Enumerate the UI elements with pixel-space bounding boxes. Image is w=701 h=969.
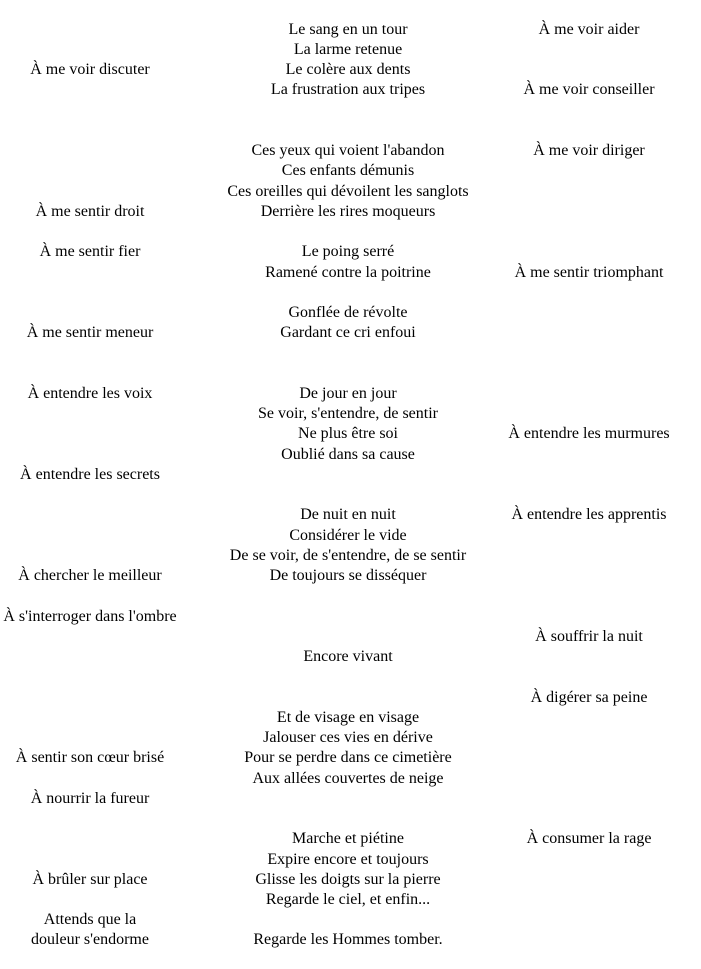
center-line: Marche et piétine: [292, 830, 404, 847]
right-line: À entendre les apprentis: [511, 506, 667, 523]
left-line: Attends que la: [43, 911, 137, 928]
right-line: À me sentir triomphant: [514, 264, 664, 281]
center-line: Ces enfants démunis: [281, 162, 415, 179]
right-line: À entendre les murmures: [508, 425, 670, 442]
center-line: Aux allées couvertes de neige: [252, 770, 444, 787]
center-line: Regarde les Hommes tomber.: [253, 931, 443, 948]
center-line: Jalouser ces vies en dérive: [263, 729, 433, 746]
left-line: À me voir discuter: [30, 61, 150, 78]
left-line: À me sentir fier: [39, 243, 141, 260]
left-line: À chercher le meilleur: [18, 567, 162, 584]
center-line: Et de visage en visage: [276, 709, 420, 726]
center-line: Gonflée de révolte: [288, 304, 408, 321]
center-line: Oublié dans sa cause: [281, 446, 415, 463]
center-line: Derrière les rires moqueurs: [260, 203, 436, 220]
center-line: Glisse les doigts sur la pierre: [255, 871, 441, 888]
center-line: Considérer le vide: [289, 527, 407, 544]
center-line: Le colère aux dents: [285, 61, 411, 78]
right-line: À souffrir la nuit: [535, 628, 643, 645]
left-line: À me sentir meneur: [26, 324, 154, 341]
right-line: À me voir conseiller: [523, 81, 655, 98]
right-line: À consumer la rage: [526, 830, 652, 847]
center-line: Gardant ce cri enfoui: [280, 324, 416, 341]
center-line: Ces oreilles qui dévoilent les sanglots: [227, 183, 469, 200]
center-line: De se voir, de s'entendre, de se sentir: [229, 547, 467, 564]
left-line: À s'interroger dans l'ombre: [3, 608, 177, 625]
center-line: Pour se perdre dans ce cimetière: [244, 749, 452, 766]
center-line: De toujours se disséquer: [269, 567, 427, 584]
left-line: À nourrir la fureur: [30, 790, 150, 807]
center-line: Se voir, s'entendre, de sentir: [258, 405, 438, 422]
right-line: À digérer sa peine: [530, 689, 648, 706]
center-line: Expire encore et toujours: [267, 851, 429, 868]
left-line: À entendre les secrets: [20, 466, 160, 483]
left-line: À sentir son cœur brisé: [15, 749, 165, 766]
center-line: Le poing serré: [301, 243, 395, 260]
center-line: Ne plus être soi: [298, 425, 398, 442]
right-line: À me voir aider: [538, 21, 640, 38]
center-line: De jour en jour: [299, 385, 397, 402]
center-line: Ces yeux qui voient l'abandon: [251, 142, 445, 159]
center-line: Le sang en un tour: [288, 21, 408, 38]
left-line: À entendre les voix: [27, 385, 153, 402]
left-line: À brûler sur place: [32, 871, 148, 888]
center-line: Regarde le ciel, et enfin...: [265, 891, 431, 908]
center-line: Ramené contre la poitrine: [265, 264, 431, 281]
center-line: De nuit en nuit: [300, 506, 396, 523]
center-line: La frustration aux tripes: [270, 81, 426, 98]
center-line: Encore vivant: [303, 648, 393, 665]
left-line: À me sentir droit: [35, 203, 145, 220]
left-line: douleur s'endorme: [31, 931, 149, 948]
right-line: À me voir diriger: [533, 142, 645, 159]
center-line: La larme retenue: [293, 41, 403, 58]
